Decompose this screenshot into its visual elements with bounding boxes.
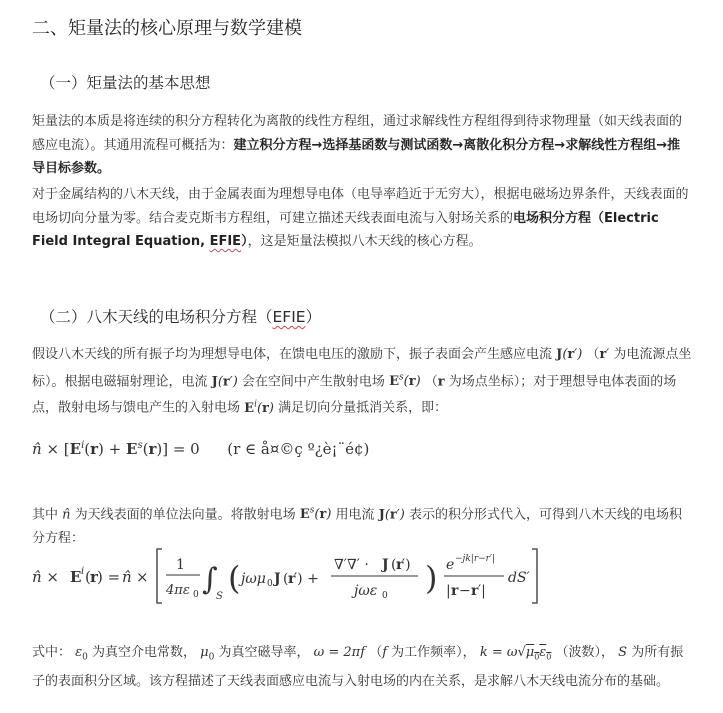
math-J-rprime: J(r′)	[211, 373, 238, 389]
subsection-heading-2: （二）八木天线的电场积分方程（EFIE）	[40, 308, 322, 326]
math-omega: ω = 2πf	[313, 645, 366, 660]
svg-text:jωμ: jωμ	[241, 571, 266, 587]
paragraph-assumption: 假设八木天线的所有振子均为理想导电体，在馈电电压的激励下，振子表面会产生感应电流 J(r′) （r′ 为电流源点坐标）。根据电磁辐射理论，电流 J(r′) 会在空间中产生散射电场 $E^s(r)$ （r 为场点坐标）；对于理想导电体表面的场点，散射电场与馈电产生的入射电场 $E^i(r)$ 满足切向分量抵消关系，即：	[32, 347, 692, 416]
svg-text:r: r	[396, 557, 404, 573]
svg-text:i: i	[81, 566, 85, 577]
svg-text:(: (	[228, 559, 241, 597]
svg-text:′) +: ′) +	[294, 571, 319, 587]
svg-text:) =: ) =	[97, 568, 121, 586]
math-rprime: r′	[599, 347, 610, 362]
svg-text:S: S	[216, 591, 223, 602]
paragraph-substitution: 其中 n̂ 为天线表面的单位法向量。将散射电场 $E^s(r)$ 用电流 J(r′) 表示的积分形式代入，可得到八木天线的电场积分方程：	[32, 506, 682, 546]
svg-text:J: J	[382, 557, 389, 573]
svg-text:0: 0	[193, 590, 199, 600]
paragraph-text: 矩量法的本质是将连续的积分方程转化为离散的线性方程组，通过求解线性方程组得到待求物理量（如天线表面的感应电流）。其通用流程可概括为：	[32, 114, 683, 153]
svg-text:J: J	[274, 571, 281, 587]
math-Ei-r: $E^i(r)$	[244, 399, 274, 416]
math-Es-r: $E^s(r)$	[389, 372, 421, 389]
svg-text:(: (	[283, 571, 289, 587]
math-k: $k = \omega√\mu_0\varepsilon_0$	[479, 645, 552, 662]
math-Es-r: $E^s(r)$	[299, 506, 332, 523]
math-S: S	[618, 645, 628, 660]
svg-text:(: (	[85, 568, 91, 586]
svg-text:′|: ′|	[478, 583, 486, 599]
math-epsilon0: $\varepsilon_0$	[75, 645, 88, 663]
svg-text:): )	[425, 559, 438, 597]
svg-text:dS′: dS′	[508, 570, 530, 586]
svg-text:n̂ ×: n̂ ×	[32, 568, 59, 586]
bold-efie-name: 电场积分方程（Electric Field Integral Equation, EFIE）	[32, 210, 659, 249]
spellcheck-word: EFIE	[209, 234, 242, 249]
math-J-rprime: J(r′)	[378, 507, 405, 523]
svg-text:0: 0	[267, 579, 273, 589]
equation-boundary-condition: n̂ × $[E^i(r) + E^s(r)] = 0$ (r ∈ å¤©ç º¿è¡¨é¢)	[32, 440, 370, 458]
svg-text:|: |	[446, 583, 451, 599]
paragraph-efie-intro	[32, 183, 693, 254]
svg-text:−jk|r−r′|: −jk|r−r′|	[455, 554, 496, 564]
svg-text:0: 0	[382, 591, 388, 601]
section-title: 二、矩量法的核心原理与数学建模	[32, 18, 302, 39]
paragraph-symbols: 式中： $\varepsilon_0$ 为真空介电常数， $\mu_0$ 为真空磁导率， ω = 2πf （f 为工作频率）， $k = \omega√\mu_0\varepsilon_0$ （波数）， S 为所有振子的表面积分区域。该方程描述了天线表面感应电流与入射电场的内在关系，是求解八木天线电流分布的基础。	[32, 645, 684, 690]
svg-text:r: r	[471, 583, 479, 599]
math-J-rprime: J(r′)	[556, 347, 583, 362]
svg-text:E: E	[70, 568, 82, 586]
svg-text:n̂: n̂	[122, 568, 132, 586]
svg-text:r: r	[451, 583, 459, 599]
math-r: r	[437, 373, 445, 389]
equation-efie	[32, 545, 592, 607]
svg-text:jωε: jωε	[354, 583, 378, 599]
math-mu0: $\mu_0$	[200, 645, 215, 663]
svg-text:∇′∇′ ·: ∇′∇′ ·	[334, 557, 369, 573]
math-nhat: n̂	[62, 507, 71, 523]
paragraph-basic-idea	[32, 110, 693, 181]
spellcheck-word: EFIE	[272, 308, 306, 326]
svg-text:∫: ∫	[202, 562, 218, 597]
math-f: f	[382, 645, 388, 660]
subsection-heading-1: （一）矩量法的基本思想	[40, 74, 211, 92]
svg-text:r: r	[90, 568, 98, 586]
svg-text:1: 1	[176, 557, 185, 573]
svg-text:′): ′)	[402, 557, 411, 573]
svg-text:4πε: 4πε	[166, 583, 190, 598]
paragraph-text: ，这是矩量法模拟八木天线的核心方程。	[247, 234, 482, 249]
svg-text:e: e	[446, 557, 455, 573]
svg-text:×: ×	[136, 568, 149, 586]
paragraph-text: 对于金属结构的八木天线，由于金属表面为理想导电体（电导率趋近于无穷大），根据电磁场边界条件，天线表面的电场切向分量为零。结合麦克斯韦方程组，可建立描述天线表面电流与入射场关系的	[32, 187, 689, 226]
svg-text:r: r	[288, 571, 296, 587]
equation-condition: (r ∈ å¤©ç º¿è¡¨é¢)	[227, 440, 370, 458]
bold-process-text: 建立积分方程→选择基函数与测试函数→离散化积分方程→求解线性方程组→推导目标参数。	[32, 137, 681, 176]
svg-text:(: (	[391, 557, 397, 573]
svg-text:−: −	[459, 583, 471, 599]
